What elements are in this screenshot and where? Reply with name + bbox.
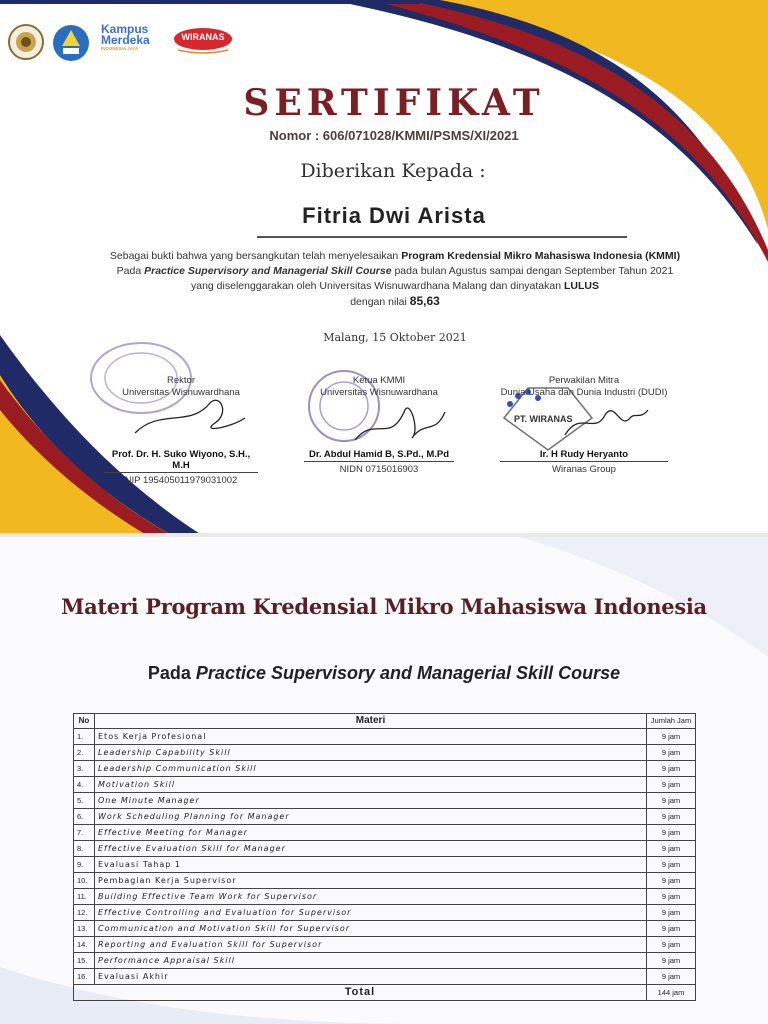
- row-jam: 9 jam: [647, 889, 696, 905]
- row-number: 6.: [74, 809, 95, 825]
- table-row: [74, 777, 696, 793]
- row-number: 5.: [74, 793, 95, 809]
- row-materi: Pembagian Kerja Supervisor: [95, 873, 647, 889]
- table-row: [74, 809, 696, 825]
- signatory-rektor: [104, 375, 258, 486]
- materi-subtitle: [0, 663, 768, 684]
- table-header-row: [74, 714, 696, 729]
- university-seal-logo: [8, 24, 44, 65]
- row-jam: 9 jam: [647, 873, 696, 889]
- signatory-name: Dr. Abdul Hamid B, S.Pd., M.Pd: [308, 449, 450, 460]
- row-materi: Evaluasi Tahap 1: [95, 857, 647, 873]
- row-jam: 9 jam: [647, 921, 696, 937]
- table-body: [74, 729, 696, 1001]
- row-number: 15.: [74, 953, 95, 969]
- materi-subtitle-course: Practice Supervisory and Managerial Skill Course: [195, 663, 621, 683]
- row-jam: 9 jam: [647, 825, 696, 841]
- table-row: [74, 825, 696, 841]
- certificate-number: Nomor : 606/071028/KMMI/PSMS/XI/2021: [269, 128, 519, 143]
- row-number: 14.: [74, 937, 95, 953]
- row-jam: 9 jam: [647, 745, 696, 761]
- signatory-mitra: [500, 375, 668, 475]
- table-row: [74, 745, 696, 761]
- tut-wuri-handayani-logo: [52, 24, 90, 67]
- signature-line: [304, 461, 454, 462]
- signatory-role: Rektor: [167, 375, 195, 386]
- signatory-name: Ir. H Rudy Heryanto: [539, 449, 629, 460]
- body-line1-text: Sebagai bukti bahwa yang bersangkutan telah menyelesaikan: [109, 250, 402, 262]
- row-materi: Work Scheduling Planning for Manager: [95, 809, 647, 825]
- row-number: 2.: [74, 745, 95, 761]
- row-jam: 9 jam: [647, 857, 696, 873]
- row-jam: 9 jam: [647, 953, 696, 969]
- program-name: Program Kredensial Mikro Mahasiswa Indonesia (KMMI): [401, 250, 681, 262]
- row-jam: 9 jam: [647, 777, 696, 793]
- row-number: 10.: [74, 873, 95, 889]
- row-jam: 9 jam: [647, 761, 696, 777]
- row-jam: 9 jam: [647, 841, 696, 857]
- wiranas-logo: [172, 26, 234, 61]
- row-materi: Building Effective Team Work for Supervisor: [95, 889, 647, 905]
- row-number: 3.: [74, 761, 95, 777]
- body-line2-pre: Pada: [116, 265, 145, 277]
- recipient-name: Fitria Dwi Arista: [302, 203, 486, 228]
- table-row: [74, 953, 696, 969]
- table-row: [74, 841, 696, 857]
- row-materi: Effective Controlling and Evaluation for Supervisor: [95, 905, 647, 921]
- table-row: [74, 729, 696, 745]
- row-jam: 9 jam: [647, 937, 696, 953]
- row-number: 7.: [74, 825, 95, 841]
- kampus-merdeka-logo: [101, 24, 165, 52]
- kampus-merdeka-line1: Kampus: [101, 22, 149, 36]
- pass-status: LULUS: [563, 280, 599, 292]
- row-number: 1.: [74, 729, 95, 745]
- course-name: Practice Supervisory and Managerial Skill Course: [144, 265, 392, 277]
- header-jumlah-jam: Jumlah Jam: [647, 714, 696, 729]
- row-jam: 9 jam: [647, 905, 696, 921]
- signatory-institution: Dunia Usaha dan Dunia Industri (DUDI): [500, 387, 668, 398]
- place-date: Malang, 15 Oktober 2021: [323, 331, 467, 344]
- row-number: 13.: [74, 921, 95, 937]
- row-materi: Leadership Communication Skill: [95, 761, 647, 777]
- row-jam: 9 jam: [647, 729, 696, 745]
- materi-table: [73, 713, 696, 1001]
- certificate-title: SERTIFIKAT: [243, 82, 545, 124]
- signatory-id: NIDN 0715016903: [339, 464, 419, 475]
- total-value: 144 jam: [647, 985, 696, 1001]
- table-row: [74, 969, 696, 985]
- row-jam: 9 jam: [647, 809, 696, 825]
- row-materi: Reporting and Evaluation Skill for Supervisor: [95, 937, 647, 953]
- recipient-underline: [257, 236, 627, 238]
- signatory-org: Wiranas Group: [552, 464, 616, 475]
- header-materi: Materi: [95, 714, 647, 729]
- table-total-row: [74, 985, 696, 1001]
- row-materi: Effective Meeting for Manager: [95, 825, 647, 841]
- total-label: Total: [74, 985, 647, 1001]
- materi-page: [0, 537, 768, 1024]
- wiranas-stamp-text: PT. WIRANAS: [514, 414, 573, 424]
- row-number: 11.: [74, 889, 95, 905]
- row-number: 12.: [74, 905, 95, 921]
- table-row: [74, 937, 696, 953]
- body-line3-text: yang diselenggarakan oleh Universitas Wisnuwardhana Malang dan dinyatakan: [191, 280, 564, 292]
- row-number: 9.: [74, 857, 95, 873]
- signatory-name: Prof. Dr. H. Suko Wiyono, S.H., M.H: [111, 449, 251, 471]
- signatory-id: NIP 195405011979031002: [124, 475, 238, 486]
- row-materi: Motivation Skill: [95, 777, 647, 793]
- table-row: [74, 873, 696, 889]
- certificate-body-text: [100, 249, 690, 310]
- given-to-label: Diberikan Kepada :: [300, 160, 486, 182]
- signature-line: [104, 472, 258, 473]
- signatory-role: Perwakilan Mitra: [548, 375, 620, 386]
- signature-line: [500, 461, 668, 462]
- row-materi: Leadership Capability Skill: [95, 745, 647, 761]
- kampus-merdeka-sub: INDONESIA JAYA: [101, 46, 139, 51]
- row-number: 4.: [74, 777, 95, 793]
- row-materi: Etos Kerja Profesional: [95, 729, 647, 745]
- table-row: [74, 889, 696, 905]
- table-row: [74, 761, 696, 777]
- materi-title: Materi Program Kredensial Mikro Mahasiswa Indonesia: [61, 594, 707, 619]
- row-materi: Effective Evaluation Skill for Manager: [95, 841, 647, 857]
- row-materi: Evaluasi Akhir: [95, 969, 647, 985]
- table-row: [74, 921, 696, 937]
- wiranas-logo-text: WIRANAS: [181, 32, 225, 42]
- body-line4-text: dengan nilai: [350, 296, 410, 308]
- row-materi: One Minute Manager: [95, 793, 647, 809]
- signatory-role: Ketua KMMI: [352, 375, 406, 386]
- row-materi: Communication and Motivation Skill for Supervisor: [95, 921, 647, 937]
- materi-subtitle-pre: Pada: [147, 663, 196, 683]
- signatory-institution: Universitas Wisnuwardhana: [320, 387, 438, 398]
- row-number: 16.: [74, 969, 95, 985]
- table-row: [74, 905, 696, 921]
- kampus-merdeka-line2: Merdeka: [101, 33, 150, 47]
- row-number: 8.: [74, 841, 95, 857]
- table-row: [74, 793, 696, 809]
- signatory-ketua-kmmi: [304, 375, 454, 475]
- table-row: [74, 857, 696, 873]
- header-no: No: [74, 714, 95, 729]
- signatory-institution: Universitas Wisnuwardhana: [122, 387, 240, 398]
- row-materi: Performance Appraisal Skill: [95, 953, 647, 969]
- row-jam: 9 jam: [647, 793, 696, 809]
- row-jam: 9 jam: [647, 969, 696, 985]
- body-line2-post: pada bulan Agustus sampai dengan September Tahun 2021: [391, 265, 674, 277]
- final-score: 85,63: [409, 294, 440, 308]
